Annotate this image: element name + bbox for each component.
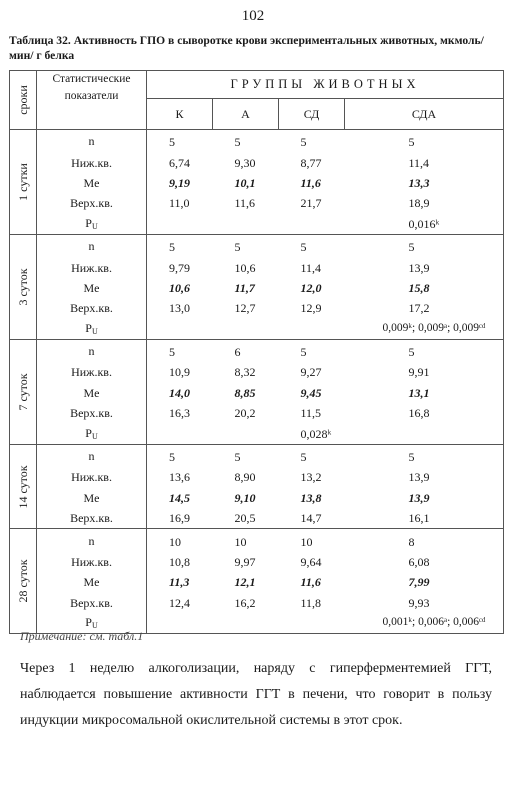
cell-a: 5: [213, 234, 279, 257]
stat-label: [37, 508, 147, 529]
period-label: 7 суток: [16, 373, 30, 411]
cell-k: 11,0: [169, 196, 190, 211]
table-row: [10, 508, 504, 529]
stat-label: [37, 278, 147, 298]
stat-label: [37, 152, 147, 172]
cell-sd: 9,27: [300, 365, 322, 380]
stat-label-text: Me: [83, 175, 100, 190]
stat-label: [37, 444, 147, 467]
cell-a: 20,2: [234, 406, 256, 421]
cell-sda: 0,001ᵏ; 0,006ᵃ; 0,006ᶜᵈ: [345, 613, 504, 634]
period-cell: [10, 339, 37, 444]
cell-sda: 6,08: [345, 552, 504, 572]
table-row: [10, 173, 504, 193]
cell-sda: 15,8: [345, 278, 504, 298]
cell-sda: 13,3: [345, 173, 504, 193]
table-row: [10, 529, 504, 552]
cell-sd: 13,8: [300, 490, 322, 505]
header-stat-line2: показатели: [64, 90, 119, 102]
cell-sda: 9,91: [345, 362, 504, 382]
stat-label-text: Верх.кв.: [70, 301, 113, 316]
cell-sd: 0,028ᵏ: [279, 423, 345, 444]
period-cell: [10, 130, 37, 235]
table-row: [10, 193, 504, 213]
cell-sda: 5: [345, 130, 504, 153]
stat-label-text: Ниж.кв.: [71, 555, 112, 569]
cell-k: 6,74: [169, 155, 190, 170]
cell-k: 13,6: [169, 470, 190, 485]
stat-label-text: Верх.кв.: [70, 406, 113, 421]
cell-k: 14,0: [169, 385, 190, 400]
header-period: [10, 71, 37, 130]
stat-label: [37, 173, 147, 193]
table-row: [10, 444, 504, 467]
cell-a: [213, 423, 279, 444]
cell-k: 10,8: [169, 555, 190, 569]
stat-label-text: P: [85, 615, 92, 630]
stat-label: [37, 319, 147, 340]
stat-label: [37, 529, 147, 552]
stat-label: [37, 423, 147, 444]
p-subscript: U: [91, 621, 98, 631]
cell-sd: [279, 613, 345, 634]
header-group-k: К: [147, 99, 213, 130]
cell-sd: 14,7: [279, 508, 345, 529]
stat-label-text: Me: [83, 280, 100, 295]
cell-k: 9,79: [169, 260, 190, 275]
cell-sda: 13,9: [345, 257, 504, 277]
stat-label: [37, 572, 147, 592]
cell-sd: 13,2: [300, 470, 322, 485]
cell-sd: [279, 319, 345, 340]
cell-a: 6: [213, 339, 279, 362]
stat-label: [37, 383, 147, 403]
stat-label: [37, 593, 147, 613]
table-row: [10, 130, 504, 153]
cell-k: 5: [147, 444, 213, 467]
stat-label: [37, 257, 147, 277]
cell-k: 9,19: [169, 175, 190, 190]
cell-sda: 7,99: [345, 572, 504, 592]
data-table: [9, 70, 504, 634]
table-row: [10, 362, 504, 382]
cell-a: 5: [213, 444, 279, 467]
cell-a: [213, 613, 279, 634]
body-paragraph: [20, 656, 492, 734]
cell-sda: 13,9: [345, 488, 504, 508]
header-period-label: сроки: [16, 85, 30, 115]
cell-k: [147, 214, 213, 235]
stat-label: [37, 130, 147, 153]
stat-label: [37, 234, 147, 257]
cell-k: [147, 613, 213, 634]
table-row: [10, 278, 504, 298]
cell-sd: [279, 214, 345, 235]
cell-sda: 5: [345, 444, 504, 467]
stat-label-text: n: [88, 449, 95, 464]
cell-a: 9,30: [234, 155, 256, 170]
table-row: [10, 383, 504, 403]
stat-label-text: Me: [83, 575, 100, 590]
cell-sd: 11,6: [300, 575, 321, 590]
cell-sda: 11,4: [345, 152, 504, 172]
stat-label-text: Me: [83, 490, 100, 505]
period-label: 1 сутки: [16, 163, 30, 201]
table-row: [10, 298, 504, 318]
stat-label-text: Me: [83, 385, 100, 400]
cell-sda: 16,1: [345, 508, 504, 529]
stat-label-text: Верх.кв.: [70, 595, 113, 610]
cell-a: 10,6: [234, 260, 256, 275]
stat-label-text: Верх.кв.: [70, 511, 113, 526]
cell-sd: 9,45: [300, 385, 322, 400]
header-group-sd: СД: [279, 99, 345, 130]
paragraph-line: наблюдается повышение активности ГГТ в печени, что говорит в пользу: [20, 687, 492, 702]
cell-sd: 12,0: [300, 280, 322, 295]
table-row: [10, 339, 504, 362]
table-row: [10, 467, 504, 487]
cell-a: 12,7: [234, 301, 256, 316]
cell-sd: 9,64: [300, 555, 322, 569]
cell-sda: 13,1: [345, 383, 504, 403]
cell-sd: 11,5: [300, 406, 322, 421]
stat-label: [37, 193, 147, 213]
stat-label: [37, 403, 147, 423]
cell-a: 11,7: [234, 280, 255, 295]
paragraph-line: индукции микросомальной окислительной системы в этот срок.: [20, 713, 403, 728]
table-row: [10, 319, 504, 340]
stat-label: [37, 362, 147, 382]
cell-k: 13,0: [169, 301, 190, 316]
page-number: 102: [241, 8, 265, 24]
cell-sda: 13,9: [345, 467, 504, 487]
cell-k: 12,4: [169, 595, 190, 610]
table-row: [10, 552, 504, 572]
cell-sd: 21,7: [300, 196, 322, 211]
table-row: [10, 572, 504, 592]
table-caption: Таблица 32. Активность ГПО в сыворотке крови экспериментальных животных, мкмоль/мин/ г белка: [9, 34, 484, 62]
cell-k: [147, 319, 213, 340]
cell-a: 5: [213, 130, 279, 153]
period-label: 28 суток: [16, 559, 30, 603]
table-body: [10, 130, 504, 634]
cell-sd: 11,8: [300, 595, 322, 610]
cell-a: 8,90: [234, 470, 256, 485]
cell-k: 14,5: [169, 490, 190, 505]
stat-label-text: n: [88, 239, 95, 254]
cell-sd: 11,6: [300, 175, 321, 190]
cell-a: 8,32: [234, 365, 256, 380]
cell-a: 16,2: [234, 595, 256, 610]
cell-a: [213, 319, 279, 340]
cell-k: 11,3: [169, 575, 190, 590]
cell-sd: 8,77: [300, 155, 322, 170]
cell-sda: 0,016ᵏ: [345, 214, 504, 235]
cell-k: [147, 423, 213, 444]
cell-sda: 18,9: [345, 193, 504, 213]
cell-sda: 9,93: [345, 593, 504, 613]
stat-label: [37, 488, 147, 508]
cell-sda: [345, 423, 504, 444]
period-label: 14 суток: [16, 465, 30, 509]
table-note: Примечание: см. табл.1: [20, 629, 144, 643]
cell-sda: 8: [345, 529, 504, 552]
table-row: [10, 593, 504, 613]
header-stat: [37, 71, 147, 130]
cell-a: [213, 214, 279, 235]
cell-sd: 5: [279, 444, 345, 467]
cell-k: 10: [147, 529, 213, 552]
cell-a: 10,1: [234, 175, 256, 190]
stat-label-text: Ниж.кв.: [71, 155, 112, 170]
stat-label-text: P: [85, 215, 92, 230]
cell-sd: 10: [279, 529, 345, 552]
cell-a: 8,85: [234, 385, 256, 400]
cell-k: 10,9: [169, 365, 190, 380]
cell-k: 16,9: [147, 508, 213, 529]
stat-label-text: P: [85, 320, 92, 335]
cell-sd: 12,9: [300, 301, 322, 316]
cell-sd: 11,4: [300, 260, 322, 275]
table-row: [10, 488, 504, 508]
stat-label: [37, 298, 147, 318]
stat-label: [37, 467, 147, 487]
cell-a: 11,6: [234, 196, 256, 211]
stat-label: [37, 339, 147, 362]
cell-sd: 5: [279, 339, 345, 362]
period-label: 3 суток: [16, 268, 30, 306]
stat-label-text: Ниж.кв.: [71, 470, 112, 485]
cell-k: 5: [147, 339, 213, 362]
cell-sda: 16,8: [345, 403, 504, 423]
stat-label-text: n: [88, 533, 95, 548]
cell-k: 5: [147, 130, 213, 153]
header-stat-line1: Статистические: [52, 73, 131, 85]
period-cell: [10, 234, 37, 339]
period-cell: [10, 444, 37, 529]
table-row: [10, 234, 504, 257]
table-row: [10, 423, 504, 444]
stat-label-text: P: [85, 425, 92, 440]
cell-k: 5: [147, 234, 213, 257]
stat-label-text: Ниж.кв.: [71, 260, 112, 275]
p-subscript: U: [91, 431, 98, 441]
table-row: [10, 214, 504, 235]
cell-sd: 5: [279, 130, 345, 153]
table-row: [10, 152, 504, 172]
cell-a: 20,5: [213, 508, 279, 529]
stat-label: [37, 214, 147, 235]
cell-sda: 17,2: [345, 298, 504, 318]
header-groups: ГРУППЫ ЖИВОТНЫХ: [147, 71, 504, 99]
stat-label: [37, 552, 147, 572]
header-group-sda: СДА: [345, 99, 504, 130]
cell-k: 10,6: [169, 280, 190, 295]
cell-k: 16,3: [169, 406, 190, 421]
cell-sda: 5: [345, 339, 504, 362]
stat-label-text: n: [88, 134, 95, 149]
table-row: [10, 403, 504, 423]
cell-a: 10: [213, 529, 279, 552]
header-group-a: А: [213, 99, 279, 130]
period-cell: [10, 529, 37, 634]
p-subscript: U: [91, 326, 98, 336]
p-subscript: U: [91, 221, 98, 231]
cell-a: 9,97: [234, 555, 256, 569]
cell-sd: 5: [279, 234, 345, 257]
cell-a: 9,10: [234, 490, 256, 505]
stat-label-text: n: [88, 344, 95, 359]
cell-a: 12,1: [234, 575, 256, 590]
cell-sda: 5: [345, 234, 504, 257]
cell-sda: 0,009ᵏ; 0,009ᵃ; 0,009ᶜᵈ: [345, 319, 504, 340]
table-row: [10, 257, 504, 277]
stat-label-text: Ниж.кв.: [71, 365, 112, 380]
paragraph-line: Через 1 неделю алкоголизации, наряду с гиперферментемией ГГТ,: [20, 661, 492, 676]
stat-label-text: Верх.кв.: [70, 196, 113, 211]
